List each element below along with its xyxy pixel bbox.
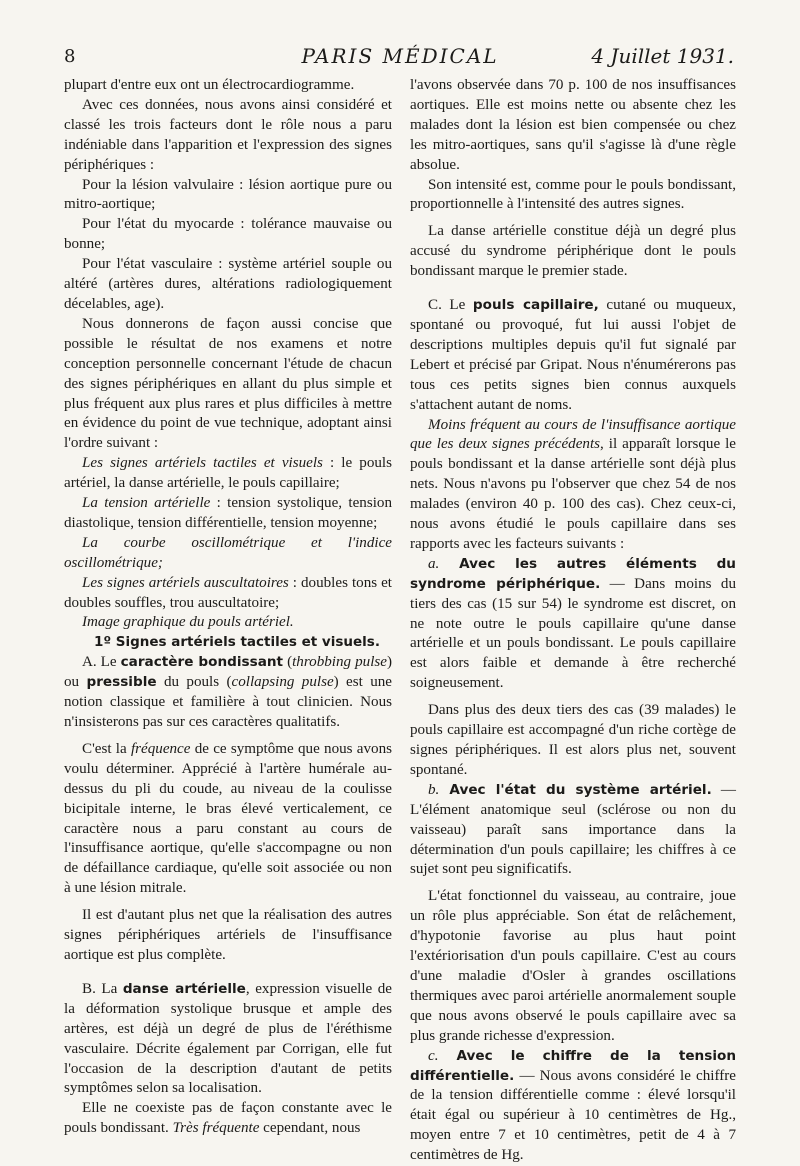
paragraph: La danse artérielle constitue déjà un degré plus accusé du syndrome périphérique dont le pouls bondissant marque le premier stade.: [410, 223, 736, 280]
paragraph: Son intensité est, comme pour le pouls bondissant, proportionnelle à l'intensité des autres signes.: [410, 176, 736, 213]
section-heading: 1º Signes artériels tactiles et visuels.: [94, 634, 380, 651]
left-column: [64, 76, 392, 1139]
paragraph: Nous donnerons de façon aussi concise que possible le résultat de nos examens et notre conception personnelle concernant l'étude de chacun des signes périphériques en allant du plus simple et plus fréquent aux plus rares et plus difficiles à mettre en évidence du point de vue technique, adoptant ainsi l'ordre suivant :: [64, 315, 392, 452]
journal-title: PARIS MÉDICAL: [301, 44, 499, 68]
subsection: c. Avec le chiffre de la tension différentielle. — Nous avons considéré le chiffre de la tension différentielle comme : élevé lorsqu'il était égal ou supérieur à 10 centimètres de Hg., moyen entre 7 et 10 centimètres, petit de 4 à 7 centimètres de Hg.: [410, 1047, 736, 1164]
paragraph: A. Le caractère bondissant (throbbing pulse) ou pressible du pouls (collapsing pulse) est une notion classique et familière à tout clinicien. Nous n'insisterons pas sur ces caractères qualitatifs.: [64, 654, 392, 730]
paragraph: Pour l'état vasculaire : système artériel souple ou altéré (artères dures, altérations radiologiquement décelables, age).: [64, 256, 392, 312]
right-column: [410, 76, 736, 1166]
list-item: Image graphique du pouls artériel.: [82, 614, 294, 631]
paragraph: Avec ces données, nous avons ainsi considéré et classé les trois facteurs dont le rôle nous a paru indéniable dans l'apparition et l'expression des signes périphériques :: [64, 96, 392, 173]
paragraph: B. La danse artérielle, expression visuelle de la déformation systolique brusque et ample des artères, est déjà un degré de plus de l'éréthisme vasculaire. Décrite également par Corrigan, elle fut l'occasion de la description d'autant de petits symptômes selon sa localisation.: [64, 980, 392, 1097]
paragraph: l'avons observée dans 70 p. 100 de nos insuffisances aortiques. Elle est moins nette ou absente chez les malades dont la lésion est bien compensée ou chez les mitro-aortiques, sans qu'il s'agisse là d'une règle absolue.: [410, 77, 736, 173]
paragraph: plupart d'entre eux ont un électrocardiogramme.: [64, 77, 355, 93]
list-item: Les signes artériels tactiles et visuels : le pouls artériel, la danse artérielle, le pouls capillaire;: [64, 455, 392, 492]
paragraph: Dans plus des deux tiers des cas (39 malades) le pouls capillaire est accompagné d'un riche cortège de signes périphériques. Il est alors plus net, souvent spontané.: [410, 702, 736, 778]
paragraph: Moins fréquent au cours de l'insuffisance aortique que les deux signes précédents, il apparaît lorsque le pouls bondissant et la danse artérielle sont déjà plus nets. Nous n'avons pu l'observer que chez 54 de nos malades (environ 40 p. 100 des cas). Chez ceux-ci, nous avons étudié le pouls capillaire dans ses rapports avec les facteurs suivants :: [410, 416, 737, 552]
paragraph: Pour l'état du myocarde : tolérance mauvaise ou bonne;: [64, 216, 392, 253]
page-number: 8: [64, 46, 76, 67]
subsection: a. Avec les autres éléments du syndrome périphérique. — Dans moins du tiers des cas (15 sur 54) le syndrome est discret, on ne note outre le pouls capillaire qu'une danse artérielle et un pouls bondissant. Le pouls capillaire est alors faible et demande à être recherché soigneusement.: [410, 555, 737, 692]
paragraph: Il est d'autant plus net que la réalisation des autres signes périphériques artériels de l'insuffisance aortique est plus complète.: [64, 907, 392, 963]
issue-date: 4 Juillet 1931.: [591, 44, 734, 68]
subsection: b. Avec l'état du système artériel. — L'élément anatomique seul (sclérose ou non du vaisseau) paraît sans importance dans la détermination d'un pouls capillaire; les chiffres à ce sujet sont peu significatifs.: [410, 781, 736, 878]
page-header: [0, 0, 800, 76]
list-item: La tension artérielle : tension systolique, tension diastolique, tension différentielle, tension moyenne;: [64, 495, 392, 531]
paragraph: C'est la fréquence de ce symptôme que nous avons voulu déterminer. Apprécié à l'artère humérale au-dessus du pli du coude, au niveau de la coulisse bicipitale interne, le bras élevé verticalement, ce caractère nous a paru constant au cours de l'insuffisance aortique, qu'elle s'accompagne ou non de défaillance cardiaque, qu'elle soit associée ou non à une lésion mitrale.: [64, 740, 392, 897]
paragraph: C. Le pouls capillaire, cutané ou muqueux, spontané ou provoqué, fut lui aussi l'objet de descriptions multiples depuis qu'il fut signalé par Lebert et précisé par Gripat. Nous n'énumérerons pas tous ces petits signes bien connus auxquels s'attachent autant de noms.: [410, 297, 736, 413]
paragraph: Elle ne coexiste pas de façon constante avec le pouls bondissant. Très fréquente cependant, nous: [64, 1100, 392, 1137]
paragraph: L'état fonctionnel du vaisseau, au contraire, joue un rôle plus appréciable. Son état de relâchement, d'hypotonie favorise au plus haut point l'extériorisation d'un pouls capillaire. C'est au cours d'une maladie d'Osler à grandes oscillations thermiques avec paroi artérielle anormalement souple que nous avons observé le pouls capillaire avec sa plus grande richesse d'expression.: [410, 888, 736, 1044]
list-item: La courbe oscillométrique et l'indice oscillométrique;: [64, 534, 392, 571]
list-item: Les signes artériels auscultatoires : doubles tons et doubles souffles, trou auscultatoire;: [64, 574, 393, 611]
paragraph: Pour la lésion valvulaire : lésion aortique pure ou mitro-aortique;: [64, 176, 392, 213]
